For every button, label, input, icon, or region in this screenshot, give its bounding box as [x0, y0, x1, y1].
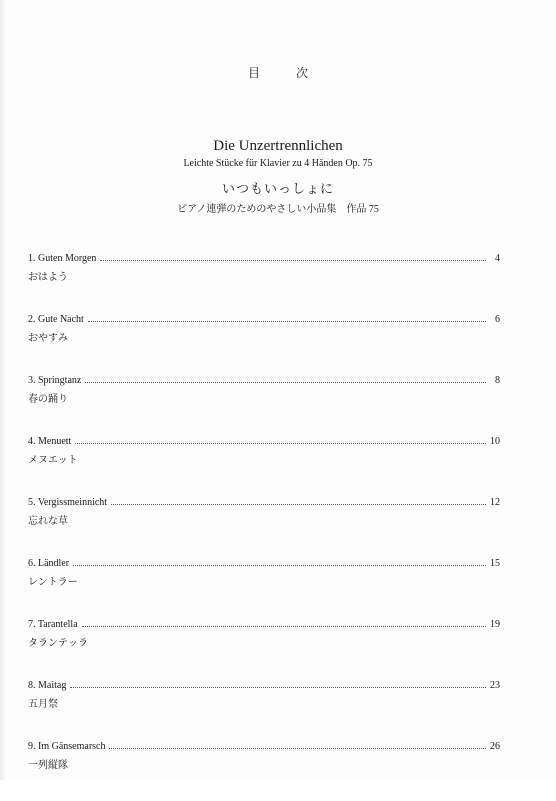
- page-edge-shadow: [0, 0, 6, 780]
- dot-leader: [85, 374, 486, 383]
- toc-entry[interactable]: [28, 374, 500, 435]
- toc-entry-title-japanese: 五月祭: [28, 699, 58, 710]
- toc-entry-line: [28, 374, 500, 387]
- dot-leader: [73, 557, 486, 566]
- toc-entry-page-number: 15: [490, 558, 500, 569]
- toc-entry-page-number: 6: [495, 314, 500, 325]
- toc-entry-title-japanese: メヌエット: [28, 455, 78, 466]
- dot-leader: [70, 679, 486, 688]
- toc-entry[interactable]: [28, 679, 500, 740]
- toc-entry-line: [28, 496, 500, 509]
- toc-entry-title: 8. Maitag: [28, 680, 67, 691]
- dot-leader: [100, 252, 486, 261]
- work-title-japanese: いつもいっしょに: [221, 181, 334, 196]
- toc-list: [28, 252, 500, 801]
- toc-entry-line: [28, 618, 500, 631]
- toc-entry-title-japanese: 一列縦隊: [28, 760, 68, 771]
- toc-entry-page-number: 23: [490, 680, 500, 691]
- work-title: Die Unzertrennlichen: [213, 138, 343, 154]
- dot-leader: [109, 740, 486, 749]
- toc-entry[interactable]: [28, 435, 500, 496]
- toc-entry-line: [28, 435, 500, 448]
- toc-entry-line: [28, 557, 500, 570]
- toc-entry-page-number: 10: [490, 436, 500, 447]
- toc-heading: 目 次: [247, 66, 320, 80]
- dot-leader: [82, 618, 486, 627]
- toc-entry[interactable]: [28, 557, 500, 618]
- toc-entry-line: [28, 252, 500, 265]
- dot-leader: [75, 435, 486, 444]
- toc-entry-title: 9. Im Gänsemarsch: [28, 741, 106, 752]
- toc-entry-title-japanese: おやすみ: [28, 333, 68, 344]
- dot-leader: [88, 313, 486, 322]
- toc-entry-title: 4. Menuett: [28, 436, 72, 447]
- toc-entry-page-number: 26: [490, 741, 500, 752]
- toc-entry-line: [28, 740, 500, 753]
- toc-entry-title: 2. Gute Nacht: [28, 314, 84, 325]
- toc-entry-title-japanese: 春の踊り: [28, 394, 68, 405]
- work-subtitle: Leichte Stücke für Klavier zu 4 Händen Op. 75: [183, 158, 373, 169]
- toc-entry-title-japanese: レントラー: [28, 577, 78, 588]
- toc-entry-title-japanese: おはよう: [28, 272, 68, 283]
- toc-entry[interactable]: [28, 252, 500, 313]
- toc-entry-title-japanese: 忘れな草: [28, 516, 68, 527]
- toc-entry-title-japanese: タランテッラ: [28, 638, 88, 649]
- toc-entry[interactable]: [28, 496, 500, 557]
- toc-entry[interactable]: [28, 740, 500, 801]
- toc-entry-line: [28, 679, 500, 692]
- work-subtitle-japanese: ピアノ連弾のためのやさしい小品集 作品 75: [177, 204, 379, 215]
- toc-entry-title: 1. Guten Morgen: [28, 253, 97, 264]
- toc-entry-page-number: 19: [490, 619, 500, 630]
- toc-entry-page-number: 8: [495, 375, 500, 386]
- toc-entry-page-number: 12: [490, 497, 500, 508]
- toc-entry-title: 7. Tarantella: [28, 619, 78, 630]
- toc-entry-line: [28, 313, 500, 326]
- toc-entry[interactable]: [28, 313, 500, 374]
- toc-entry-page-number: 4: [495, 253, 500, 264]
- dot-leader: [111, 496, 486, 505]
- toc-entry[interactable]: [28, 618, 500, 679]
- toc-entry-title: 3. Springtanz: [28, 375, 82, 386]
- toc-entry-title: 5. Vergissmeinnicht: [28, 497, 108, 508]
- toc-entry-title: 6. Ländler: [28, 558, 70, 569]
